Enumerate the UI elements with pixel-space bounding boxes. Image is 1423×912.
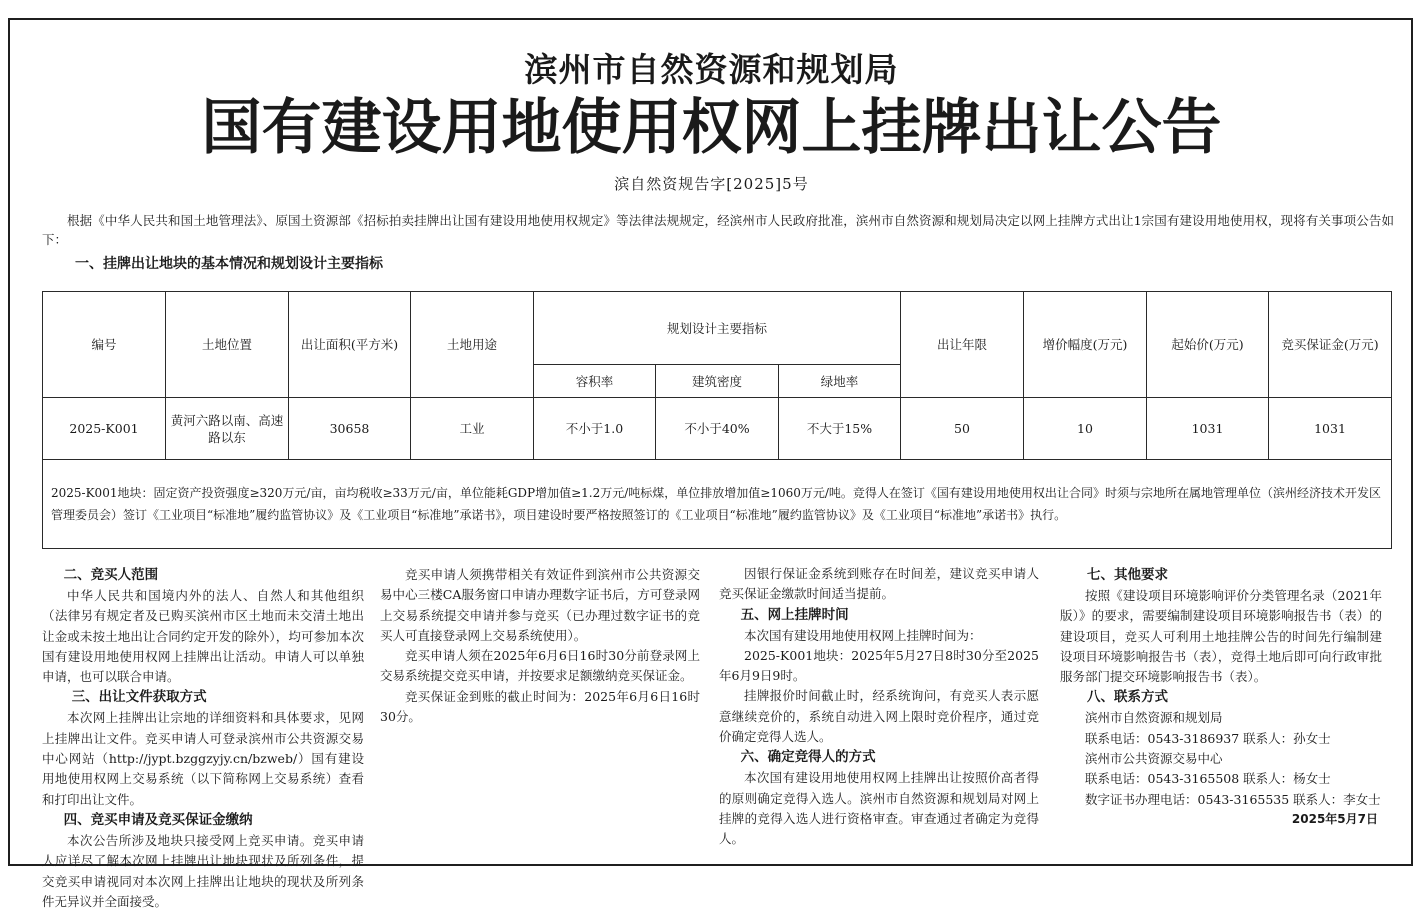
section-2-paragraph: 中华人民共和国境内外的法人、自然人和其他组织（法律另有规定者及已购买滨州市区土地而未交清土地出让金或未按土地出让合同约定开发的除外），均可参加本次国有建设用地使用权网上挂牌出让活动。申请人可以单独申请，也可以联合申请。	[42, 588, 364, 685]
cell-increment: 10	[1024, 398, 1147, 459]
notice-date: 2025年5月7日	[1291, 811, 1378, 826]
cell-far: 不小于1.0	[534, 398, 656, 459]
contact-org-2: 滨州市公共资源交易中心	[1085, 751, 1223, 767]
table-row	[43, 398, 1392, 459]
column-3	[719, 564, 1039, 850]
section-3-paragraph: 本次网上挂牌出让宗地的详细资料和具体要求，见网上挂牌出让文件。竞买申请人可登录滨州市公共资源交易中心网站（http://jypt.bzggzyjy.cn/bzweb/）国有建设用地使用权网上交易系统（以下简称网上交易系统）查看和打印出让文件。	[42, 710, 364, 807]
column-2	[380, 565, 700, 727]
section-heading-5: 五、网上挂牌时间	[740, 606, 849, 623]
parcel-table	[42, 291, 1392, 549]
section-5-paragraph-1: 本次国有建设用地使用权网上挂牌时间为：	[744, 627, 982, 643]
parcel-note: 2025-K001地块：固定资产投资强度≥320万元/亩，亩均税收≥33万元/亩，单位能耗GDP增加值≥1.2万元/吨标煤，单位排放增加值≥1060万元/吨。竞得人在签订《国有建设用地使用权出让合同》时须与宗地所在属地管理单位（滨州经济技术开发区管理委员会）签订《工业项目“标准地”履约监管协议》及《工业项目“标准地”承诺书》，项目建设时要严格按照签订的《工业项目“标准地”履约监管协议》及《工业项目“标准地”承诺书》执行。	[43, 459, 1392, 548]
header-far: 容积率	[534, 365, 656, 398]
contact-org-1: 滨州市自然资源和规划局	[1085, 710, 1223, 726]
document-number: 滨自然资规告字[2025]5号	[614, 175, 809, 193]
section-4-paragraph-4: 竞买保证金到账的截止时间为：2025年6月6日16时30分。	[380, 688, 700, 725]
header-start-price: 起始价(万元)	[1147, 292, 1269, 398]
cell-density: 不小于40%	[656, 398, 779, 459]
notice-title: 国有建设用地使用权网上挂牌出让公告	[201, 93, 1222, 163]
header-id: 编号	[43, 292, 166, 398]
section-heading-2: 二、竞买人范围	[63, 567, 159, 583]
section-7-paragraph: 按照《建设项目环境影响评价分类管理名录（2021年版）》的要求，需要编制建设项目环境影响报告书（表）的建设项目，竞买人可利用土地挂牌公告的时间先行编制建设项目环境影响报告书（表），竞得土地后即可向行政审批服务部门提交环境影响报告书（表）。	[1060, 588, 1382, 685]
contact-line-1: 联系电话：0543-3186937 联系人：孙女士	[1085, 730, 1331, 746]
section-heading-7: 七、其他要求	[1087, 567, 1168, 583]
cell-start-price: 1031	[1147, 398, 1269, 459]
cell-location: 黄河六路以南、高速路以东	[166, 398, 289, 459]
header-deposit: 竞买保证金(万元)	[1269, 292, 1392, 398]
contact-line-2: 联系电话：0543-3165508 联系人：杨女士	[1085, 771, 1331, 787]
header-green: 绿地率	[779, 365, 901, 398]
header-term: 出让年限	[901, 292, 1024, 398]
column-1	[42, 565, 364, 912]
section-4-paragraph-2: 竞买申请人须携带相关有效证件到滨州市公共资源交易中心三楼CA服务窗口申请办理数字证书后，方可登录网上交易系统提交申请并参与竞买（已办理过数字证书的竞买人可直接登录网上交易系统使用）。	[380, 567, 700, 643]
section-heading-1: 一、挂牌出让地块的基本情况和规划设计主要指标	[75, 256, 383, 272]
header-location: 土地位置	[166, 292, 289, 398]
cell-area: 30658	[289, 398, 411, 459]
header-increment: 增价幅度(万元)	[1024, 292, 1147, 398]
section-5-paragraph-2: 2025-K001地块：2025年5月27日8时30分至2025年6月9日9时。	[719, 647, 1039, 684]
cell-term: 50	[901, 398, 1024, 459]
section-6-paragraph: 本次国有建设用地使用权网上挂牌出让按照价高者得的原则确定竞得入选人。滨州市自然资源和规划局对网上挂牌的竞得入选人进行资格审查。审查通过者确定为竞得人。	[719, 770, 1039, 847]
section-4-paragraph-1: 本次公告所涉及地块只接受网上竞买申请。竞买申请人应详尽了解本次网上挂牌出让地块现状及所列条件，提交竞买申请视同对本次网上挂牌出让地块的现状及所列条件无异议并全面接受。	[42, 832, 364, 909]
section-4-paragraph-5: 因银行保证金系统到账存在时间差，建议竞买申请人竞买保证金缴款时间适当提前。	[719, 566, 1039, 602]
contact-line-3: 数字证书办理电话：0543-3165535 联系人：李女士	[1085, 791, 1381, 807]
section-4-paragraph-3: 竞买申请人须在2025年6月6日16时30分前登录网上交易系统提交竞买申请，并按要求足额缴纳竞买保证金。	[380, 648, 700, 684]
section-heading-8: 八、联系方式	[1087, 689, 1168, 706]
cell-green: 不大于15%	[779, 398, 901, 459]
header-use: 土地用途	[411, 292, 534, 398]
cell-deposit: 1031	[1269, 398, 1392, 459]
section-5-paragraph-3: 挂牌报价时间截止时，经系统询问，有竞买人表示愿意继续竞价的，系统自动进入网上限时竞价程序，通过竞价确定竞得人选人。	[719, 688, 1039, 745]
table-note-row	[43, 459, 1392, 548]
issuer-name: 滨州市自然资源和规划局	[524, 50, 899, 89]
header-area: 出让面积(平方米)	[289, 292, 411, 398]
header-planning-indicators: 规划设计主要指标	[534, 292, 901, 365]
header-density: 建筑密度	[656, 365, 779, 398]
cell-use: 工业	[411, 398, 534, 459]
column-4	[1060, 565, 1382, 828]
intro-paragraph: 根据《中华人民共和国土地管理法》、原国土资源部《招标拍卖挂牌出让国有建设用地使用权规定》等法律法规规定，经滨州市人民政府批准，滨州市自然资源和规划局决定以网上挂牌方式出让1宗国有建设用地使用权，现将有关事项公告如下：	[42, 213, 1394, 247]
section-heading-3: 三、出让文件获取方式	[71, 689, 207, 706]
section-heading-4: 四、竞买申请及竞买保证金缴纳	[63, 811, 253, 828]
table-header-row	[43, 292, 1392, 365]
section-heading-6: 六、确定竞得人的方式	[740, 749, 876, 766]
cell-id: 2025-K001	[43, 398, 166, 459]
